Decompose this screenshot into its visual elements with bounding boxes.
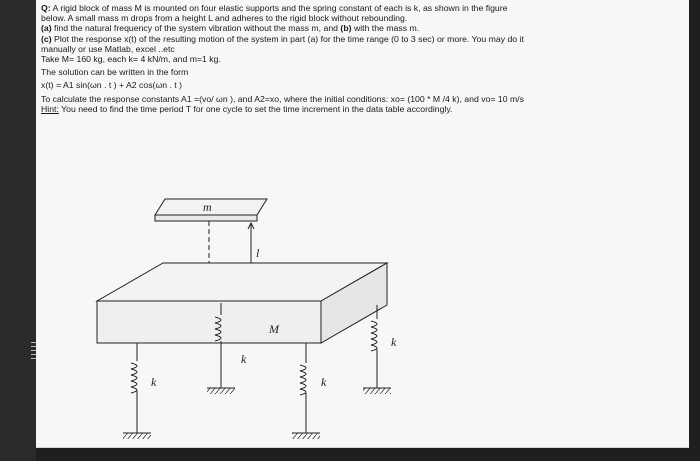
part-a-label: (a) [41, 23, 52, 34]
problem-text [41, 3, 681, 114]
part-b-text: with the mass m. [353, 23, 420, 34]
part-c-line-2: manually or use Matlab, excel ..etc [41, 43, 175, 54]
intro-line-1 [41, 3, 681, 13]
left-margin-strip [0, 0, 36, 461]
spring-front-left [123, 343, 151, 439]
part-c-text: Plot the response x(t) of the resulting motion of the system in part (a) for the time range (0 to 3 sec) or more. You may do it [54, 33, 524, 44]
problem-sheet [36, 0, 689, 448]
intro-line-2: below. A small mass m drops from a height L and adheres to the rigid block without rebounding. [41, 13, 408, 24]
given-line: Take M= 160 kg, each k= 4 kN/m, and m=1 kg. [41, 54, 221, 65]
q-label: Q: [41, 3, 51, 13]
small-mass-label: m [203, 200, 212, 214]
spring-back-right [363, 305, 391, 394]
part-a-text: find the natural frequency of the system vibration without the mass m, and [54, 23, 338, 34]
spring-label-front-right: k [321, 375, 327, 389]
solution-intro: The solution can be written in the form [41, 67, 189, 78]
part-c-line-1 [41, 34, 681, 44]
hint-label: Hint: [41, 103, 59, 114]
spring-label-front-left: k [151, 375, 157, 389]
block-label: M [269, 322, 279, 336]
spring-front-right [292, 343, 320, 439]
hint-text: You need to find the time period T for one cycle to set the time increment in the data table accordingly. [61, 103, 453, 114]
intro-text-1: A rigid block of mass M is mounted on four elastic supports and the spring constant of each is k, as shown in the figure [52, 3, 508, 13]
part-b-label: (b) [340, 23, 352, 34]
spring-label-back-right: k [391, 335, 397, 349]
spring-label-back-left: k [241, 352, 247, 366]
spring-mass-figure [91, 183, 431, 446]
part-a-line [41, 23, 681, 33]
constants-line: To calculate the response constants A1 =(vo/ ωn ), and A2=xo, where the initial conditions: xo= (100 * M /4 k), and vo= 10 m/s [41, 93, 524, 104]
hint-line [41, 104, 681, 114]
big-mass-block [97, 263, 387, 343]
part-c-label: (c) [41, 33, 52, 44]
height-label: l [256, 246, 260, 260]
solution-equation: x(t) = A1 sin(ωn . t ) + A2 cos(ωn . t ) [41, 80, 183, 91]
